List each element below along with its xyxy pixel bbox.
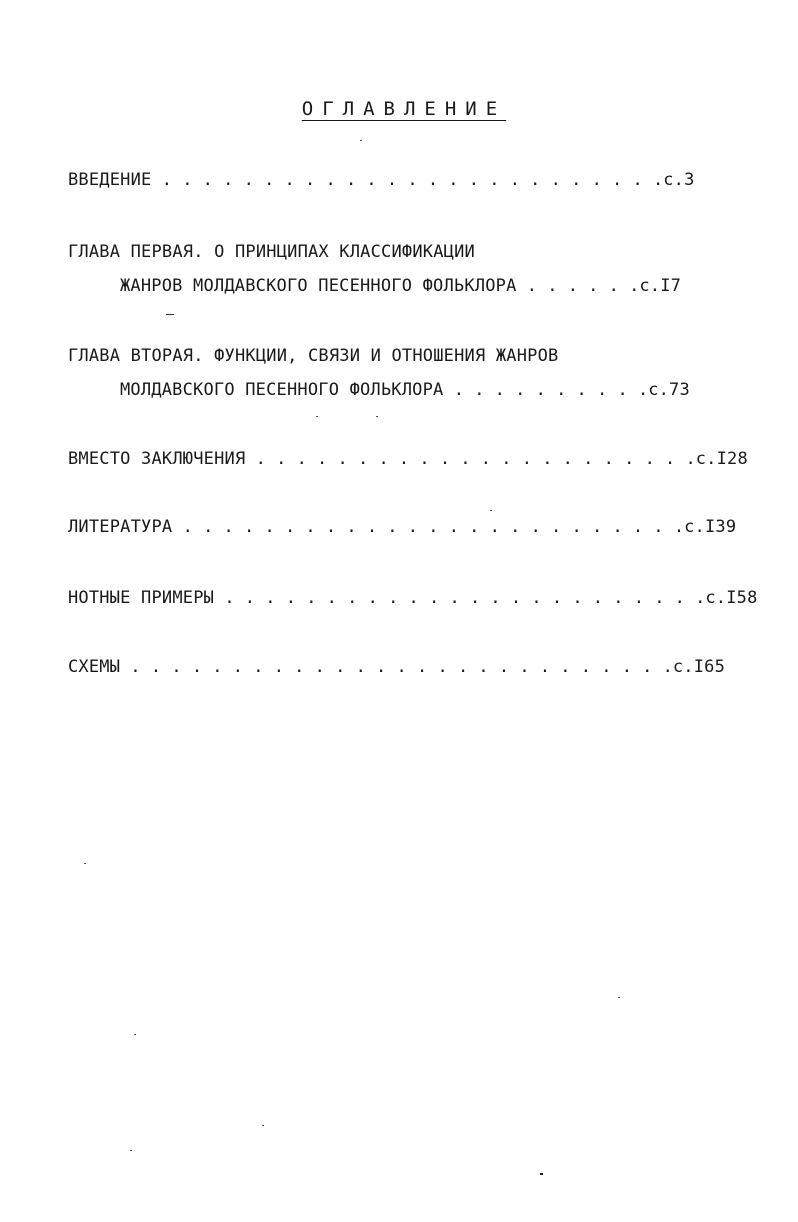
scan-speck (84, 863, 86, 864)
scan-speck (540, 1173, 543, 1175)
toc-entry-title: ЛИТЕРАТУРА (68, 517, 173, 537)
toc-page-number: с.3 (663, 170, 695, 190)
toc-page-number: с.I39 (684, 517, 737, 537)
toc-entry-schemes (68, 657, 725, 677)
scan-speck (490, 510, 492, 511)
toc-entry-chapter-two-line2 (120, 380, 690, 400)
toc-entry-in-lieu-of-conclusion (68, 449, 748, 469)
toc-entry-title-continued: ЖАНРОВ МОЛДАВСКОГО ПЕСЕННОГО ФОЛЬКЛОРА (120, 276, 517, 296)
toc-entry-chapter-two-line1 (68, 346, 558, 366)
toc-entry-title: ВМЕСТО ЗАКЛЮЧЕНИЯ (68, 449, 246, 469)
toc-leader-dots: . . . . . . (516, 276, 640, 296)
scan-speck (262, 1125, 264, 1126)
page-title: ОГЛАВЛЕНИЕ (301, 98, 507, 120)
toc-leader-dots: . . . . . . . . . . . . . . . . . . . . . . . . . (151, 170, 664, 190)
toc-entry-title: ГЛАВА ВТОРАЯ. ФУНКЦИИ, СВЯЗИ И ОТНОШЕНИЯ ЖАНРОВ (68, 346, 559, 366)
scan-speck (134, 1034, 136, 1035)
toc-page-number: с.I28 (695, 449, 748, 469)
toc-entry-literature (68, 517, 736, 537)
toc-entry-title: СХЕМЫ (68, 657, 121, 677)
toc-leader-dots: . . . . . . . . . . . . . . . . . . . . . . . . (214, 588, 706, 608)
toc-leader-dots: . . . . . . . . . . . . . . . . . . . . . . (245, 449, 696, 469)
toc-leader-dots: . . . . . . . . . . . . . . . . . . . . . . . . . (172, 517, 685, 537)
toc-page-number: с.I7 (639, 276, 682, 296)
toc-entry-title-continued: МОЛДАВСКОГО ПЕСЕННОГО ФОЛЬКЛОРА (120, 380, 444, 400)
scan-speck (360, 140, 362, 141)
toc-entry-title: ВВЕДЕНИЕ (68, 170, 152, 190)
toc-entry-chapter-one-line2 (120, 276, 681, 296)
toc-entry-musical-examples (68, 588, 758, 608)
toc-page-number: с.I58 (705, 588, 758, 608)
toc-page-number: с.I65 (672, 657, 726, 677)
toc-entry-chapter-one-line1 (68, 242, 475, 262)
scan-speck (618, 997, 620, 998)
toc-entry-introduction (68, 170, 695, 190)
toc-leader-dots: . . . . . . . . . . . . . . . . . . . . . . . . . . . (120, 657, 673, 677)
scan-speck (316, 416, 318, 417)
scan-speck (166, 314, 174, 315)
toc-page-number: с.73 (648, 380, 690, 400)
toc-entry-title: НОТНЫЕ ПРИМЕРЫ (68, 588, 215, 608)
toc-entry-title: ГЛАВА ПЕРВАЯ. О ПРИНЦИПАХ КЛАССИФИКАЦИИ (68, 242, 475, 262)
toc-leader-dots: . . . . . . . . . . (443, 380, 649, 400)
scan-speck (376, 416, 378, 417)
scan-speck (130, 1150, 132, 1151)
